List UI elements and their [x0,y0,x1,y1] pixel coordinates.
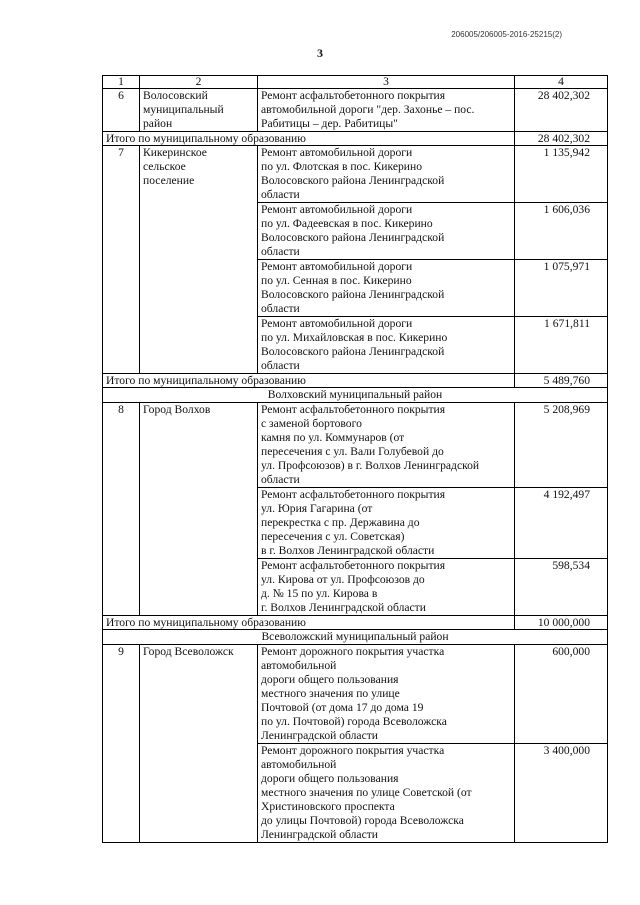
work-description: Ремонт дорожного покрытия участка автомобильной дороги общего пользования местного значения по улице Почтовой (от дома 17 до дома 19 по ул. Почтовой) города Всеволожска Ленинградской области [258,645,515,744]
work-description: Ремонт автомобильной дороги по ул. Фадеевская в пос. Кикерино Волосовского района Ленинградской области [258,203,515,260]
municipality-name: Волосовский муниципальный район [140,89,258,132]
work-amount: 598,534 [515,559,608,616]
section-row [103,630,608,645]
column-number: 3 [258,76,515,89]
work-amount: 4 192,497 [515,488,608,559]
total-amount: 5 489,760 [515,374,608,388]
table-row [103,403,608,488]
total-label: Итого по муниципальному образованию [103,616,515,630]
work-description: Ремонт асфальтобетонного покрытия ул. Кирова от ул. Профсоюзов до д. № 15 по ул. Кирова в г. Волхов Ленинградской области [258,559,515,616]
total-label: Итого по муниципальному образованию [103,132,515,146]
work-amount: 5 208,969 [515,403,608,488]
document-code: 206005/206005-2016-25215(2) [451,30,562,39]
table-row [103,89,608,132]
table-row [103,146,608,203]
work-description: Ремонт асфальтобетонного покрытия с заменой бортового камня по ул. Коммунаров (от пересечения с ул. Вали Голубевой до ул. Профсоюзов) в г. Волхов Ленинградской области [258,403,515,488]
table-row [103,645,608,744]
work-description: Ремонт асфальтобетонного покрытия автомобильной дороги "дер. Захонье – пос. Рабитицы – дер. Рабитицы" [258,89,515,132]
municipality-name: Город Волхов [140,403,258,616]
total-row [103,616,608,630]
page-number: 3 [317,46,323,60]
total-label: Итого по муниципальному образованию [103,374,515,388]
work-description: Ремонт автомобильной дороги по ул. Флотская в пос. Кикерино Волосовского района Ленинградской области [258,146,515,203]
total-row [103,374,608,388]
work-description: Ремонт автомобильной дороги по ул. Сенная в пос. Кикерино Волосовского района Ленинградской области [258,260,515,317]
total-amount: 10 000,000 [515,616,608,630]
section-row [103,388,608,403]
district-heading: Волховский муниципальный район [103,388,608,403]
work-amount: 28 402,302 [515,89,608,132]
column-number: 1 [103,76,140,89]
column-number-row [103,76,608,89]
row-number: 7 [103,146,140,374]
row-number: 6 [103,89,140,132]
work-description: Ремонт автомобильной дороги по ул. Михайловская в пос. Кикерино Волосовского района Ленинградской области [258,317,515,374]
column-number: 2 [140,76,258,89]
municipality-name: Город Всеволожск [140,645,258,843]
total-row [103,132,608,146]
work-amount: 3 400,000 [515,744,608,843]
row-number: 8 [103,403,140,616]
total-amount: 28 402,302 [515,132,608,146]
work-description: Ремонт асфальтобетонного покрытия ул. Юрия Гагарина (от перекрестка с пр. Державина до пересечения с ул. Советская) в г. Волхов Ленинградской области [258,488,515,559]
work-amount: 1 671,811 [515,317,608,374]
work-amount: 1 135,942 [515,146,608,203]
municipality-name: Кикеринское сельское поселение [140,146,258,374]
road-repair-table [102,75,608,843]
work-amount: 1 606,036 [515,203,608,260]
row-number: 9 [103,645,140,843]
work-amount: 600,000 [515,645,608,744]
work-amount: 1 075,971 [515,260,608,317]
work-description: Ремонт дорожного покрытия участка автомобильной дороги общего пользования местного значения по улице Советской (от Христиновского проспекта до улицы Почтовой) города Всеволожска Ленинградской области [258,744,515,843]
district-heading: Всеволожский муниципальный район [103,630,608,645]
column-number: 4 [515,76,608,89]
